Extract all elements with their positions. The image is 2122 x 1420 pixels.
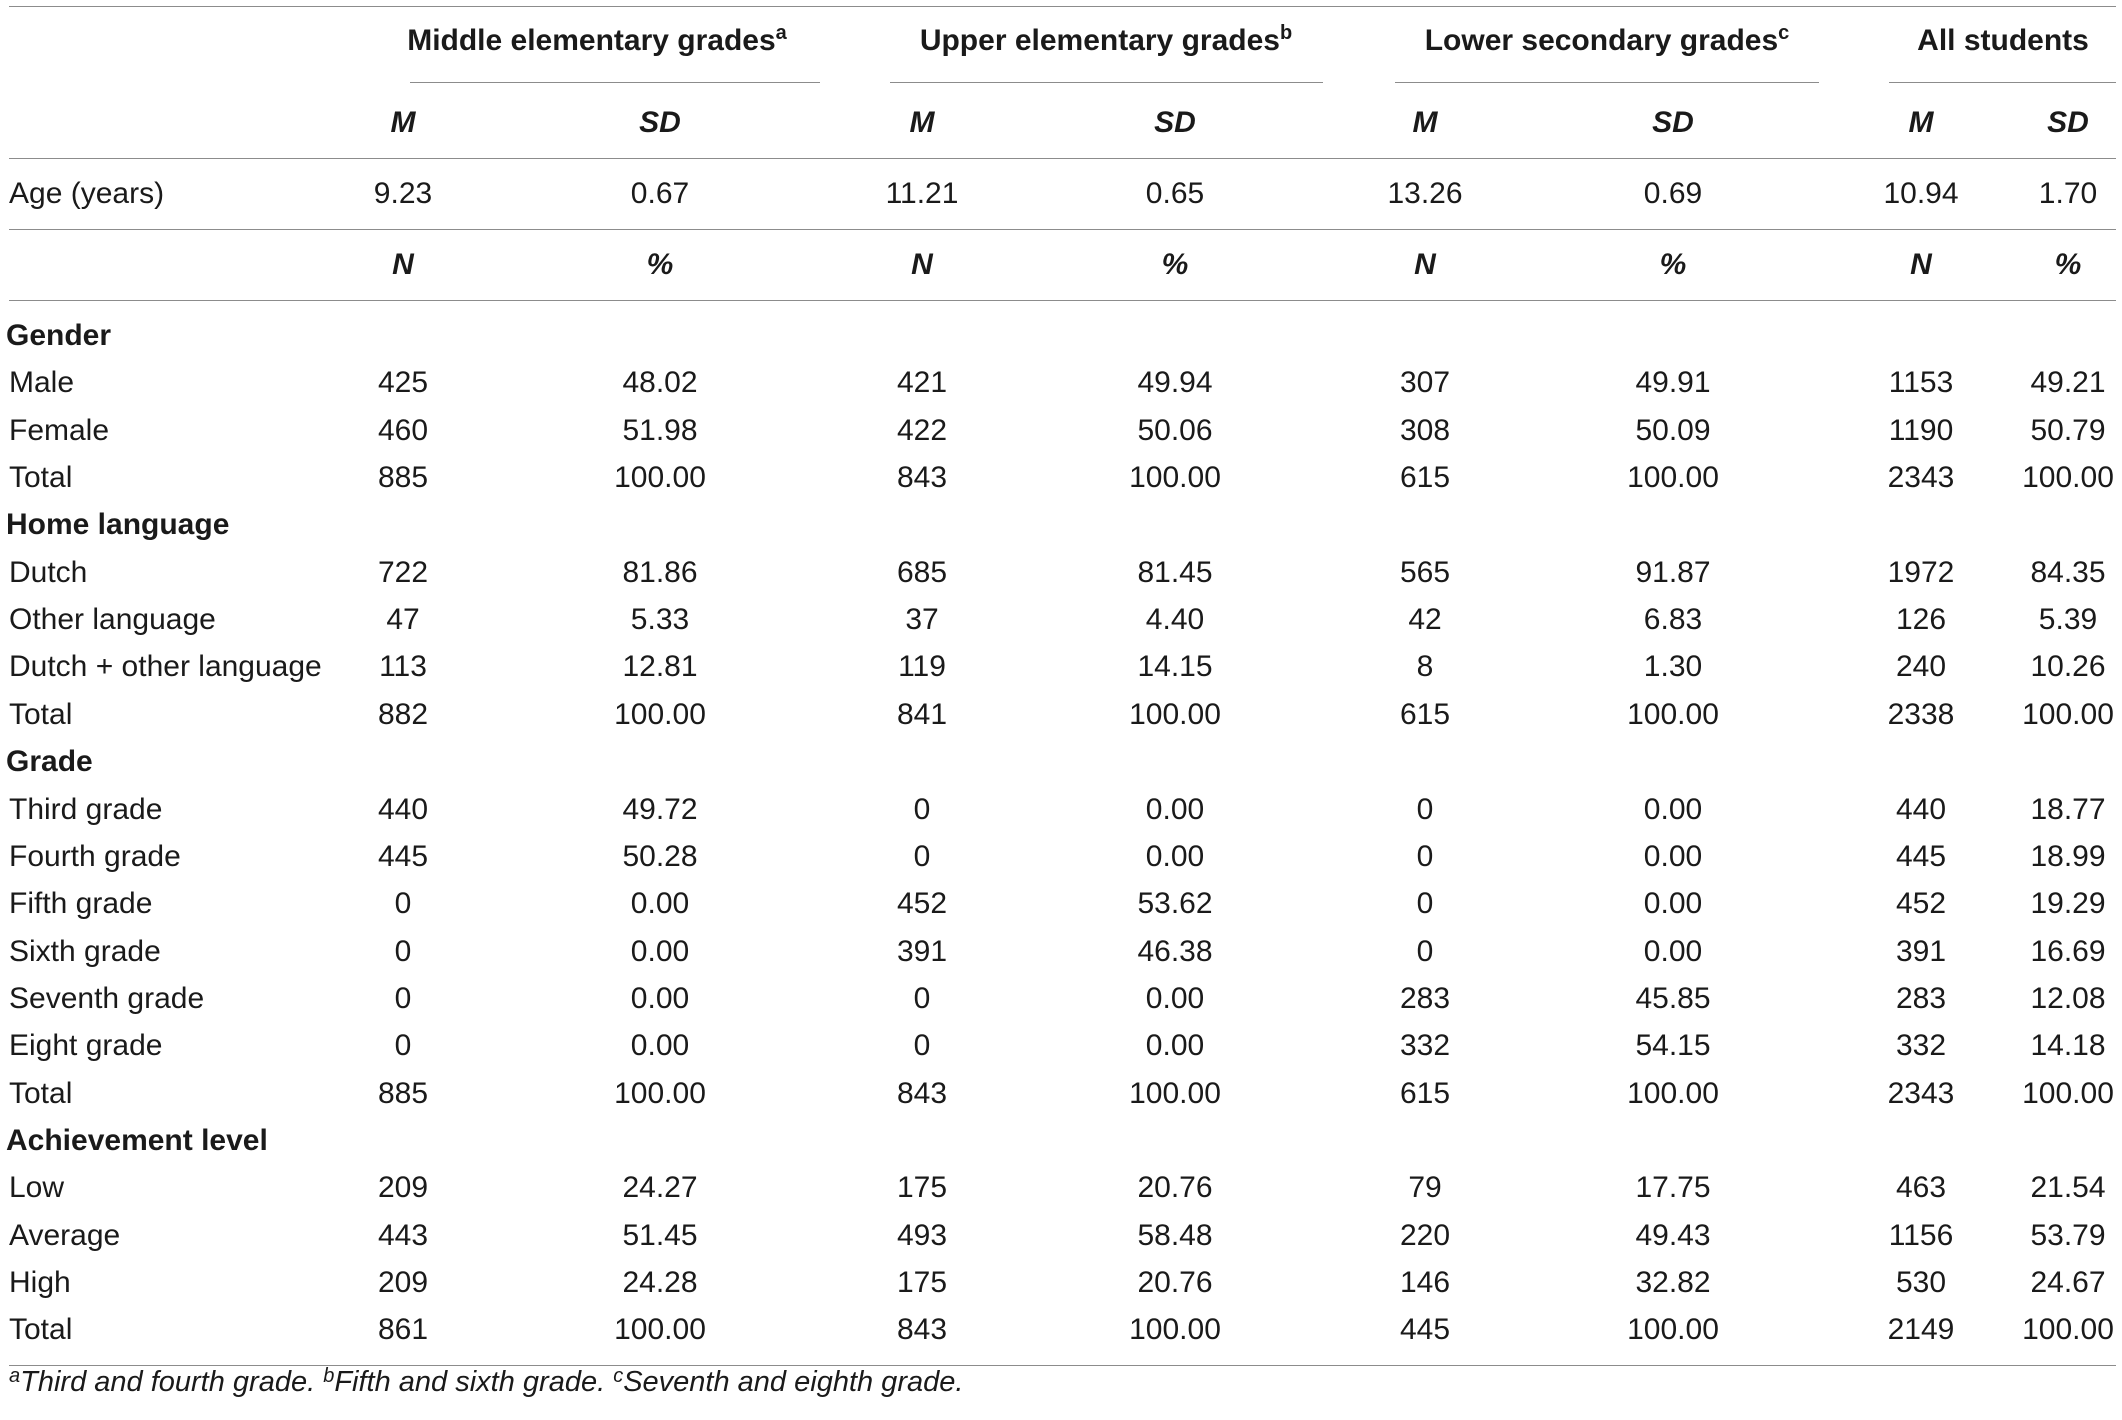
count-header: %: [1659, 248, 1687, 281]
table-cell: 100.00: [614, 1076, 706, 1110]
row-label: Dutch + other language: [9, 650, 322, 684]
table-cell: 0.67: [630, 177, 690, 210]
table-cell: 50.28: [622, 839, 698, 873]
count-header: N: [1414, 248, 1436, 281]
table-cell: 50.79: [2030, 413, 2106, 447]
table-cell: 100.00: [1129, 1313, 1221, 1347]
table-cell: 220: [1399, 1218, 1451, 1252]
table-cell: 1.30: [1643, 650, 1703, 684]
table-cell: 6.83: [1643, 603, 1703, 637]
table-cell: 452: [896, 887, 948, 921]
table-cell: 722: [377, 555, 429, 589]
row-label: Male: [9, 366, 75, 400]
table-cell: 13.26: [1387, 177, 1463, 210]
table-cell: 11.21: [885, 177, 959, 210]
table-cell: 440: [377, 792, 429, 826]
table-cell: 0.00: [1145, 792, 1205, 826]
table-cell: 391: [896, 934, 948, 968]
table-cell: 2149: [1887, 1313, 1955, 1347]
table-cell: 1156: [1888, 1218, 1954, 1252]
table-cell: 0.00: [630, 934, 690, 968]
table-cell: 47: [386, 603, 420, 637]
table-cell: 0.65: [1145, 177, 1205, 210]
table-cell: 843: [896, 1313, 948, 1347]
table-cell: 51.45: [622, 1218, 698, 1252]
footnote-marker: a: [9, 1365, 21, 1387]
table-cell: 14.18: [2030, 1029, 2106, 1063]
table-cell: 421: [896, 366, 948, 400]
table-cell: 615: [1399, 1076, 1451, 1110]
table-cell: 50.09: [1635, 413, 1711, 447]
column-group-rule: [1889, 82, 2116, 83]
table-cell: 46.38: [1137, 934, 1213, 968]
table-cell: 49.43: [1635, 1218, 1711, 1252]
table-cell: 17.75: [1635, 1171, 1711, 1205]
table-cell: 100.00: [1627, 1076, 1719, 1110]
stat-header: M: [1412, 106, 1438, 139]
table-cell: 0: [394, 887, 412, 921]
column-group-rule: [410, 82, 820, 83]
table-cell: 209: [377, 1266, 429, 1299]
table-cell: 0.69: [1643, 177, 1703, 210]
table-cell: 100.00: [614, 461, 706, 495]
table-cell: 100.00: [2022, 1076, 2114, 1110]
table-cell: 49.21: [2030, 366, 2106, 400]
table-cell: 24.67: [2030, 1266, 2106, 1299]
table-cell: 49.72: [622, 792, 698, 826]
table-cell: 841: [896, 697, 948, 731]
stat-header: M: [390, 106, 416, 139]
table-cell: 100.00: [1129, 461, 1221, 495]
table-cell: 307: [1399, 366, 1451, 400]
stat-header: M: [909, 106, 935, 139]
table-cell: 175: [896, 1171, 948, 1205]
table-cell: 1190: [1888, 413, 1954, 447]
table-cell: 18.77: [2030, 792, 2106, 826]
footnote-text: Fifth and sixth grade.: [334, 1366, 614, 1398]
table-cell: 81.45: [1137, 555, 1213, 589]
column-group-rule: [890, 82, 1323, 83]
footnote-marker: a: [775, 22, 787, 44]
row-label: Other language: [9, 603, 216, 637]
table-cell: 51.98: [622, 413, 698, 447]
table-cell: 24.27: [622, 1171, 698, 1205]
table-cell: 0.00: [1145, 1029, 1205, 1063]
table-cell: 443: [377, 1218, 429, 1252]
table-cell: 21.54: [2030, 1171, 2106, 1205]
table-cell: 12.81: [622, 650, 698, 684]
table-cell: 4.40: [1145, 603, 1205, 637]
table-cell: 20.76: [1137, 1171, 1213, 1205]
row-label: Age (years): [9, 177, 165, 210]
table-cell: 16.69: [2030, 934, 2106, 968]
table-cell: 843: [896, 1076, 948, 1110]
table-cell: 8: [1416, 650, 1434, 684]
table-cell: 146: [1399, 1266, 1451, 1299]
table-cell: 209: [377, 1171, 429, 1205]
footnote-text: Third and fourth grade.: [20, 1366, 324, 1398]
table-cell: 100.00: [1627, 1313, 1719, 1347]
table-cell: 0: [913, 981, 931, 1015]
table-cell: 50.06: [1137, 413, 1213, 447]
table-cell: 0.00: [1643, 887, 1703, 921]
row-label: Total: [9, 697, 73, 731]
table-cell: 0: [394, 981, 412, 1015]
table-cell: 332: [1399, 1029, 1451, 1063]
table-cell: 10.26: [2030, 650, 2106, 684]
footnote-marker: c: [1778, 22, 1790, 44]
table-cell: 445: [1895, 839, 1947, 873]
table-cell: 422: [896, 413, 948, 447]
table-cell: 0: [913, 792, 931, 826]
table-cell: 0: [394, 934, 412, 968]
table-cell: 861: [377, 1313, 429, 1347]
table-cell: 0: [1416, 792, 1434, 826]
table-cell: 0.00: [630, 981, 690, 1015]
count-header: %: [1161, 248, 1189, 281]
count-header: %: [646, 248, 674, 281]
table-cell: 493: [896, 1218, 948, 1252]
column-group-header: [920, 21, 1292, 61]
table-cell: 100.00: [2022, 461, 2114, 495]
table-cell: 119: [898, 650, 946, 684]
table-cell: 391: [1895, 934, 1947, 968]
age-row-rule: [9, 229, 2116, 230]
footnote-marker: b: [1279, 22, 1293, 44]
row-label: Third grade: [9, 792, 163, 826]
table-cell: 0.00: [1643, 934, 1703, 968]
table-cell: 885: [377, 461, 429, 495]
table-cell: 9.23: [373, 177, 433, 210]
row-label: Sixth grade: [9, 934, 161, 968]
table-cell: 79: [1408, 1171, 1442, 1205]
column-group-header: [407, 21, 787, 61]
table-cell: 12.08: [2030, 981, 2106, 1015]
table-cell: 54.15: [1635, 1029, 1711, 1063]
footnote-marker: c: [613, 1365, 624, 1387]
row-label: Total: [9, 1076, 73, 1110]
table-cell: 175: [896, 1266, 948, 1299]
table-cell: 445: [1399, 1313, 1451, 1347]
row-label: Fourth grade: [9, 839, 181, 873]
column-group-label: Lower secondary grades: [1424, 24, 1779, 57]
table-cell: 49.94: [1137, 366, 1213, 400]
table-cell: 463: [1895, 1171, 1947, 1205]
column-group-label: Upper elementary grades: [919, 24, 1280, 57]
table-cell: 0: [913, 839, 931, 873]
table-cell: 1972: [1887, 555, 1955, 589]
row-label: Low: [9, 1171, 65, 1205]
table-top-rule: [9, 6, 2116, 7]
stat-header: SD: [639, 106, 681, 139]
table-cell: 100.00: [2022, 697, 2114, 731]
column-group-label: Middle elementary grades: [407, 24, 776, 57]
table-cell: 32.82: [1635, 1266, 1711, 1299]
table-cell: 10.94: [1883, 177, 1959, 210]
table-cell: 0.00: [1643, 792, 1703, 826]
table-cell: 91.87: [1635, 555, 1711, 589]
table-cell: 84.35: [2030, 555, 2106, 589]
table-cell: 2343: [1887, 461, 1955, 495]
count-header-rule: [9, 300, 2116, 301]
table-cell: 0.00: [630, 887, 690, 921]
table-cell: 882: [377, 697, 429, 731]
stat-header: SD: [1154, 106, 1196, 139]
table-cell: 2343: [1887, 1076, 1955, 1110]
table-cell: 0.00: [630, 1029, 690, 1063]
table-cell: 100.00: [1627, 697, 1719, 731]
stat-header: M: [1908, 106, 1934, 139]
table-cell: 0: [1416, 934, 1434, 968]
table-cell: 53.79: [2030, 1218, 2106, 1252]
table-cell: 5.33: [630, 603, 690, 637]
table-cell: 2338: [1887, 697, 1955, 731]
table-cell: 1.70: [2038, 177, 2098, 210]
table-cell: 48.02: [622, 366, 698, 400]
table-cell: 5.39: [2038, 603, 2098, 637]
table-cell: 20.76: [1137, 1266, 1213, 1299]
row-label: Fifth grade: [9, 887, 153, 921]
table-cell: 49.91: [1635, 366, 1711, 400]
stat-header: SD: [2047, 106, 2089, 139]
table-cell: 425: [377, 366, 429, 400]
table-cell: 58.48: [1137, 1218, 1213, 1252]
table-cell: 452: [1895, 887, 1947, 921]
count-header: N: [1910, 248, 1932, 281]
table-cell: 0: [1416, 887, 1434, 921]
row-label: Total: [9, 461, 73, 495]
column-group-header: [1425, 21, 1790, 61]
table-cell: 615: [1399, 461, 1451, 495]
footnote-text: Seventh and eighth grade.: [623, 1366, 964, 1398]
section-heading: Home language: [6, 508, 230, 542]
table-cell: 440: [1895, 792, 1947, 826]
table-cell: 113: [379, 650, 427, 684]
table-cell: 460: [377, 413, 429, 447]
table-cell: 24.28: [622, 1266, 698, 1299]
table-cell: 42: [1408, 603, 1442, 637]
header-rule: [9, 158, 2116, 159]
table-cell: 0: [394, 1029, 412, 1063]
row-label: High: [9, 1266, 71, 1299]
table-cell: 685: [896, 555, 948, 589]
column-group-header: [1917, 21, 2089, 61]
table-cell: 126: [1895, 603, 1947, 637]
count-header: N: [911, 248, 933, 281]
table-cell: 53.62: [1137, 887, 1213, 921]
table-cell: 530: [1895, 1266, 1947, 1299]
row-label: Seventh grade: [9, 981, 205, 1015]
row-label: Total: [9, 1313, 73, 1347]
stat-header: SD: [1652, 106, 1694, 139]
row-label: Eight grade: [9, 1029, 163, 1063]
table-cell: 445: [377, 839, 429, 873]
row-label: Female: [9, 413, 110, 447]
count-header: %: [2054, 248, 2082, 281]
footnote-marker: b: [323, 1365, 335, 1387]
count-header: N: [392, 248, 414, 281]
table-cell: 843: [896, 461, 948, 495]
table-cell: 332: [1895, 1029, 1947, 1063]
column-group-label: All students: [1917, 24, 2089, 57]
table-cell: 81.86: [622, 555, 698, 589]
table-footnotes: [9, 1362, 963, 1402]
table-cell: 100.00: [1129, 1076, 1221, 1110]
table-cell: 100.00: [614, 1313, 706, 1347]
table-cell: 0: [1416, 839, 1434, 873]
table-cell: 45.85: [1635, 981, 1711, 1015]
table-cell: 37: [905, 603, 939, 637]
table-cell: 100.00: [2022, 1313, 2114, 1347]
table-cell: 283: [1895, 981, 1947, 1015]
table-cell: 0.00: [1643, 839, 1703, 873]
section-heading: Gender: [6, 319, 112, 352]
table-cell: 283: [1399, 981, 1451, 1015]
table-cell: 615: [1399, 697, 1451, 731]
table-cell: 565: [1399, 555, 1451, 589]
table-cell: 100.00: [1129, 697, 1221, 731]
section-heading: Achievement level: [6, 1123, 268, 1157]
row-label: Average: [9, 1218, 121, 1252]
table-cell: 0: [913, 1029, 931, 1063]
table-cell: 240: [1895, 650, 1947, 684]
column-group-rule: [1395, 82, 1819, 83]
table-cell: 1153: [1888, 366, 1954, 400]
section-heading: Grade: [6, 745, 93, 779]
table-cell: 18.99: [2030, 839, 2106, 873]
table-cell: 100.00: [1627, 461, 1719, 495]
table-cell: 308: [1399, 413, 1451, 447]
table-cell: 0.00: [1145, 981, 1205, 1015]
table-cell: 885: [377, 1076, 429, 1110]
row-label: Dutch: [9, 555, 88, 589]
table-cell: 19.29: [2030, 887, 2106, 921]
table-cell: 100.00: [614, 697, 706, 731]
table-cell: 14.15: [1137, 650, 1213, 684]
table-cell: 0.00: [1145, 839, 1205, 873]
